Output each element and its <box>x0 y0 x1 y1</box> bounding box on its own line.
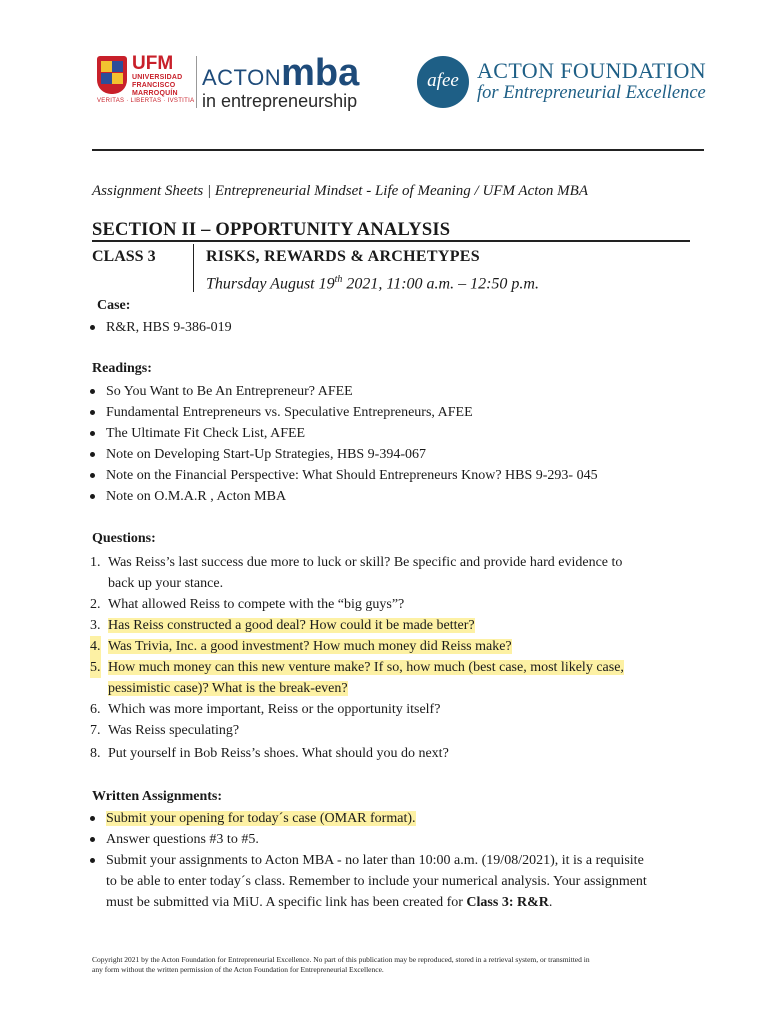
question-item <box>90 699 700 720</box>
list-item: The Ultimate Fit Check List, AFEE <box>88 423 698 444</box>
highlighted-question-line: How much money can this new venture make? If so, how much (best case, most likely case, <box>108 660 624 675</box>
section-title: SECTION II – OPPORTUNITY ANALYSIS <box>92 220 451 240</box>
class-date <box>206 274 539 293</box>
acton-mba-logo <box>202 52 360 111</box>
afee-name: ACTON FOUNDATION <box>477 58 707 83</box>
question-item <box>90 657 700 699</box>
list-item: Note on the Financial Perspective: What Should Entrepreneurs Know? HBS 9-293- 045 <box>88 465 698 486</box>
section-rule <box>92 240 690 242</box>
written-heading: Written Assignments: <box>92 789 223 804</box>
ufm-subtitle-line: UNIVERSIDAD <box>132 74 183 81</box>
ufm-wordmark <box>132 54 194 98</box>
question-line: Which was more important, Reiss or the opportunity itself? <box>108 702 441 717</box>
class-date-main: Thursday August 19 <box>206 275 335 293</box>
questions-list <box>90 552 700 764</box>
question-number: 2. <box>90 597 101 612</box>
question-number: 4. <box>90 636 101 657</box>
highlighted-question-line: Has Reiss constructed a good deal? How could it be made better? <box>108 618 475 633</box>
copyright-footer <box>92 955 682 975</box>
questions-heading: Questions: <box>92 531 156 546</box>
readings-heading: Readings: <box>92 361 152 376</box>
class-divider <box>193 244 194 292</box>
class-title: RISKS, REWARDS & ARCHETYPES <box>206 248 480 265</box>
question-number: 8. <box>90 746 101 761</box>
class-date-time: 2021, 11:00 a.m. – 12:50 p.m. <box>342 275 539 293</box>
question-item <box>90 720 700 741</box>
written-list <box>88 808 703 913</box>
case-heading: Case: <box>97 298 131 313</box>
question-number: 3. <box>90 618 101 633</box>
header-rule <box>92 149 704 151</box>
highlighted-question-line: pessimistic case)? What is the break-even? <box>108 681 348 696</box>
question-number: 6. <box>90 702 101 717</box>
ufm-shield-logo <box>97 56 127 94</box>
list-item: Note on Developing Start-Up Strategies, HBS 9-394-067 <box>88 444 698 465</box>
assignment-line: to be able to enter today´s class. Remember to include your numerical analysis. Your assignment <box>106 874 647 889</box>
question-item <box>90 636 700 657</box>
shield-quarter-icon <box>101 73 112 84</box>
question-item <box>90 743 700 764</box>
assignment-line: must be submitted via MiU. A specific link has been created for <box>106 895 467 910</box>
case-list <box>88 317 688 338</box>
question-line: Was Reiss’s last success due more to luck or skill? Be specific and provide hard evidence to <box>108 555 623 570</box>
copyright-line: Copyright 2021 by the Acton Foundation for Entrepreneurial Excellence. No part of this publication may be reproduced, stored in a retrieval system, or transmitted in <box>92 955 590 964</box>
copyright-line: any form without the written permission of the Acton Foundation for Entrepreneurial Excellence. <box>92 965 384 974</box>
list-item <box>88 808 703 829</box>
highlighted-assignment: Submit your opening for today´s case (OMAR format). <box>106 811 416 826</box>
question-item <box>90 615 700 636</box>
question-item <box>90 594 700 615</box>
list-item: Answer questions #3 to #5. <box>88 829 703 850</box>
ufm-motto: VERITAS · LIBERTAS · IVSTITIA <box>97 98 195 104</box>
assignment-line: Submit your assignments to Acton MBA - no later than 10:00 a.m. (19/08/2021), it is a requisite <box>106 853 644 868</box>
afee-badge-icon: afee <box>417 56 469 108</box>
question-number: 7. <box>90 723 101 738</box>
logo-divider <box>196 56 197 108</box>
shield-quarter-icon <box>112 73 123 84</box>
breadcrumb: Assignment Sheets | Entrepreneurial Mindset - Life of Meaning / UFM Acton MBA <box>92 183 588 199</box>
shield-quarter-icon <box>101 61 112 72</box>
afee-tagline: for Entrepreneurial Excellence <box>477 83 706 103</box>
acton-tagline: in entrepreneurship <box>202 91 358 111</box>
acton-word: ACTON <box>202 65 282 90</box>
question-line: back up your stance. <box>108 576 224 591</box>
question-item <box>90 552 700 594</box>
highlighted-question-line: Was Trivia, Inc. a good investment? How much money did Reiss make? <box>108 639 512 654</box>
mba-word: mba <box>281 52 360 94</box>
list-item <box>88 850 703 913</box>
question-number: 1. <box>90 555 101 570</box>
assignment-line-end: . <box>548 895 553 910</box>
question-line: Was Reiss speculating? <box>108 723 240 738</box>
shield-quarter-icon <box>112 61 123 72</box>
list-item: R&R, HBS 9-386-019 <box>88 317 688 338</box>
question-number: 5. <box>90 657 101 678</box>
list-item: Note on O.M.A.R , Acton MBA <box>88 486 698 507</box>
list-item: So You Want to Be An Entrepreneur? AFEE <box>88 381 698 402</box>
question-line: Put yourself in Bob Reiss’s shoes. What should you do next? <box>108 746 449 761</box>
class-date-suffix: th <box>334 274 343 285</box>
class-label: CLASS 3 <box>92 248 156 265</box>
question-line: What allowed Reiss to compete with the “big guys”? <box>108 597 405 612</box>
ufm-subtitle-line: FRANCISCO <box>132 82 176 89</box>
ufm-subtitle-line: MARROQUÍN <box>132 90 178 97</box>
readings-list <box>88 381 698 507</box>
assignment-link-label: Class 3: R&R <box>466 895 549 910</box>
list-item: Fundamental Entrepreneurs vs. Speculative Entrepreneurs, AFEE <box>88 402 698 423</box>
ufm-name: UFM <box>132 53 174 74</box>
